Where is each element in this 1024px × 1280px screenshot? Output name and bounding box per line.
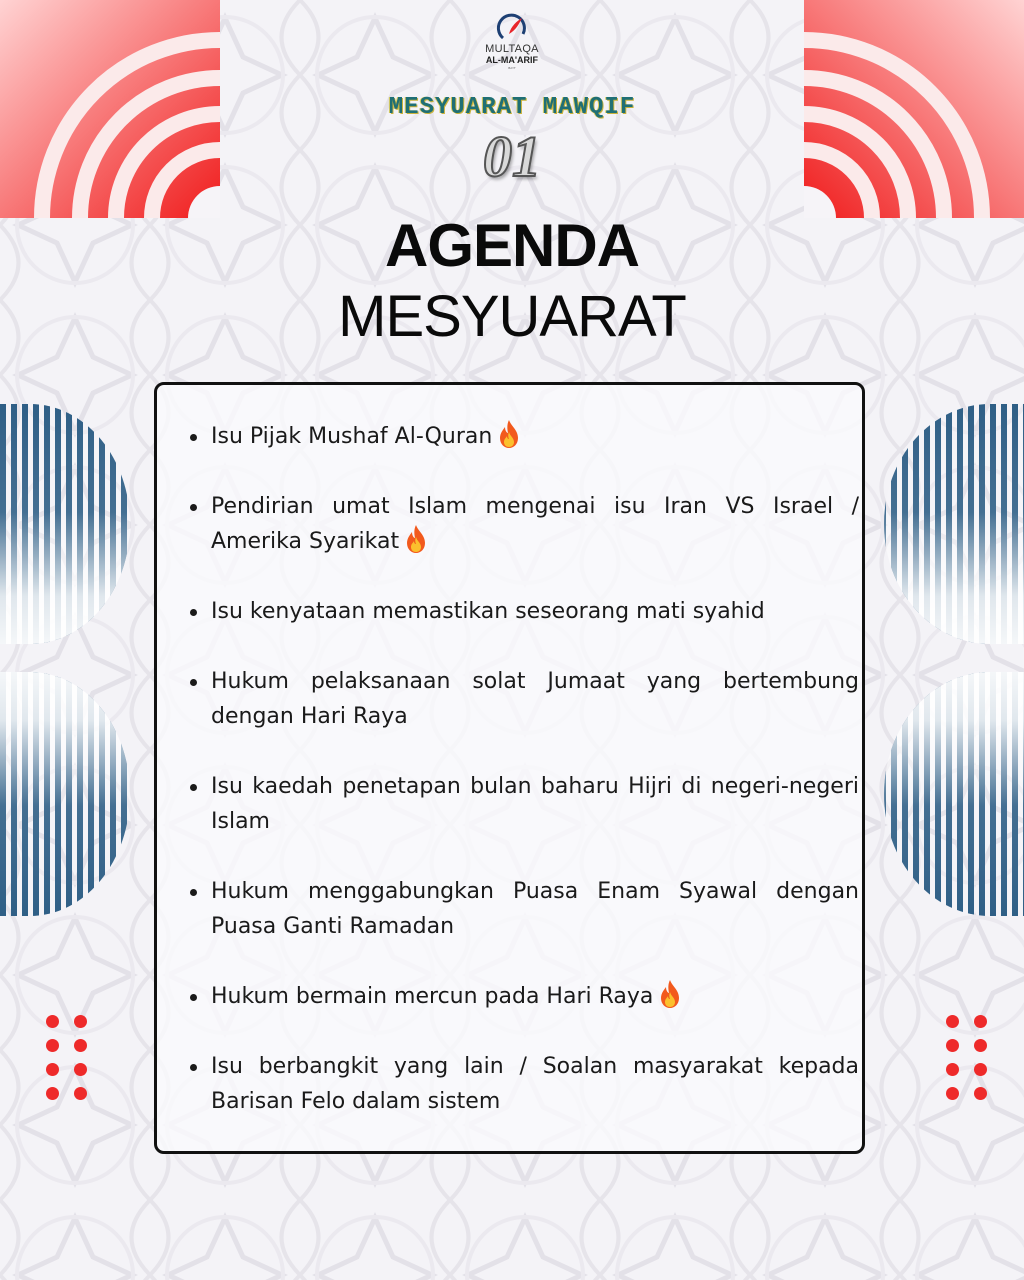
agenda-item-text: Isu Pijak Mushaf Al-Quran xyxy=(211,424,493,449)
agenda-item-text: Hukum bermain mercun pada Hari Raya xyxy=(211,984,654,1009)
page-title-line-2: MESYUARAT xyxy=(338,284,686,349)
agenda-item xyxy=(211,769,859,839)
striped-circle-decoration-right xyxy=(880,404,1024,916)
fire-icon xyxy=(498,419,520,460)
fire-icon xyxy=(405,524,427,565)
logo-line-2: AL-MA'ARIF xyxy=(485,55,539,65)
striped-circle-decoration-left xyxy=(0,404,135,916)
agenda-item xyxy=(211,874,859,944)
agenda-item xyxy=(211,664,859,734)
page-title-line-1: AGENDA xyxy=(384,212,639,279)
agenda-item xyxy=(211,594,859,629)
agenda-item xyxy=(211,979,859,1020)
agenda-box xyxy=(154,382,865,1154)
series-heading: MESYUARAT MAWQIF xyxy=(388,94,636,121)
agenda-item-text: Isu kaedah penetapan bulan baharu Hijri di negeri-negeri Islam xyxy=(211,774,859,834)
agenda-item xyxy=(211,489,859,565)
agenda-item xyxy=(211,419,859,460)
meeting-number: 01 xyxy=(483,124,541,189)
logo-line-3: BAYT xyxy=(508,66,516,70)
dot-grid-decoration-left xyxy=(46,1015,90,1101)
dot-grid-decoration-right xyxy=(946,1015,990,1101)
logo-line-1: MULTAQA xyxy=(485,43,539,55)
logo-emblem-icon xyxy=(495,12,529,42)
organization-logo xyxy=(470,12,554,92)
agenda-item-text: Isu berbangkit yang lain / Soalan masyarakat kepada Barisan Felo dalam sistem xyxy=(211,1054,859,1114)
agenda-item-text: Hukum menggabungkan Puasa Enam Syawal dengan Puasa Ganti Ramadan xyxy=(211,879,859,939)
agenda-item-text: Isu kenyataan memastikan seseorang mati syahid xyxy=(211,599,765,624)
agenda-item-text: Pendirian umat Islam mengenai isu Iran VS Israel / Amerika Syarikat xyxy=(211,494,859,554)
fire-icon xyxy=(659,979,681,1020)
agenda-item-text: Hukum pelaksanaan solat Jumaat yang bertembung dengan Hari Raya xyxy=(211,669,859,729)
agenda-item xyxy=(211,1049,859,1119)
